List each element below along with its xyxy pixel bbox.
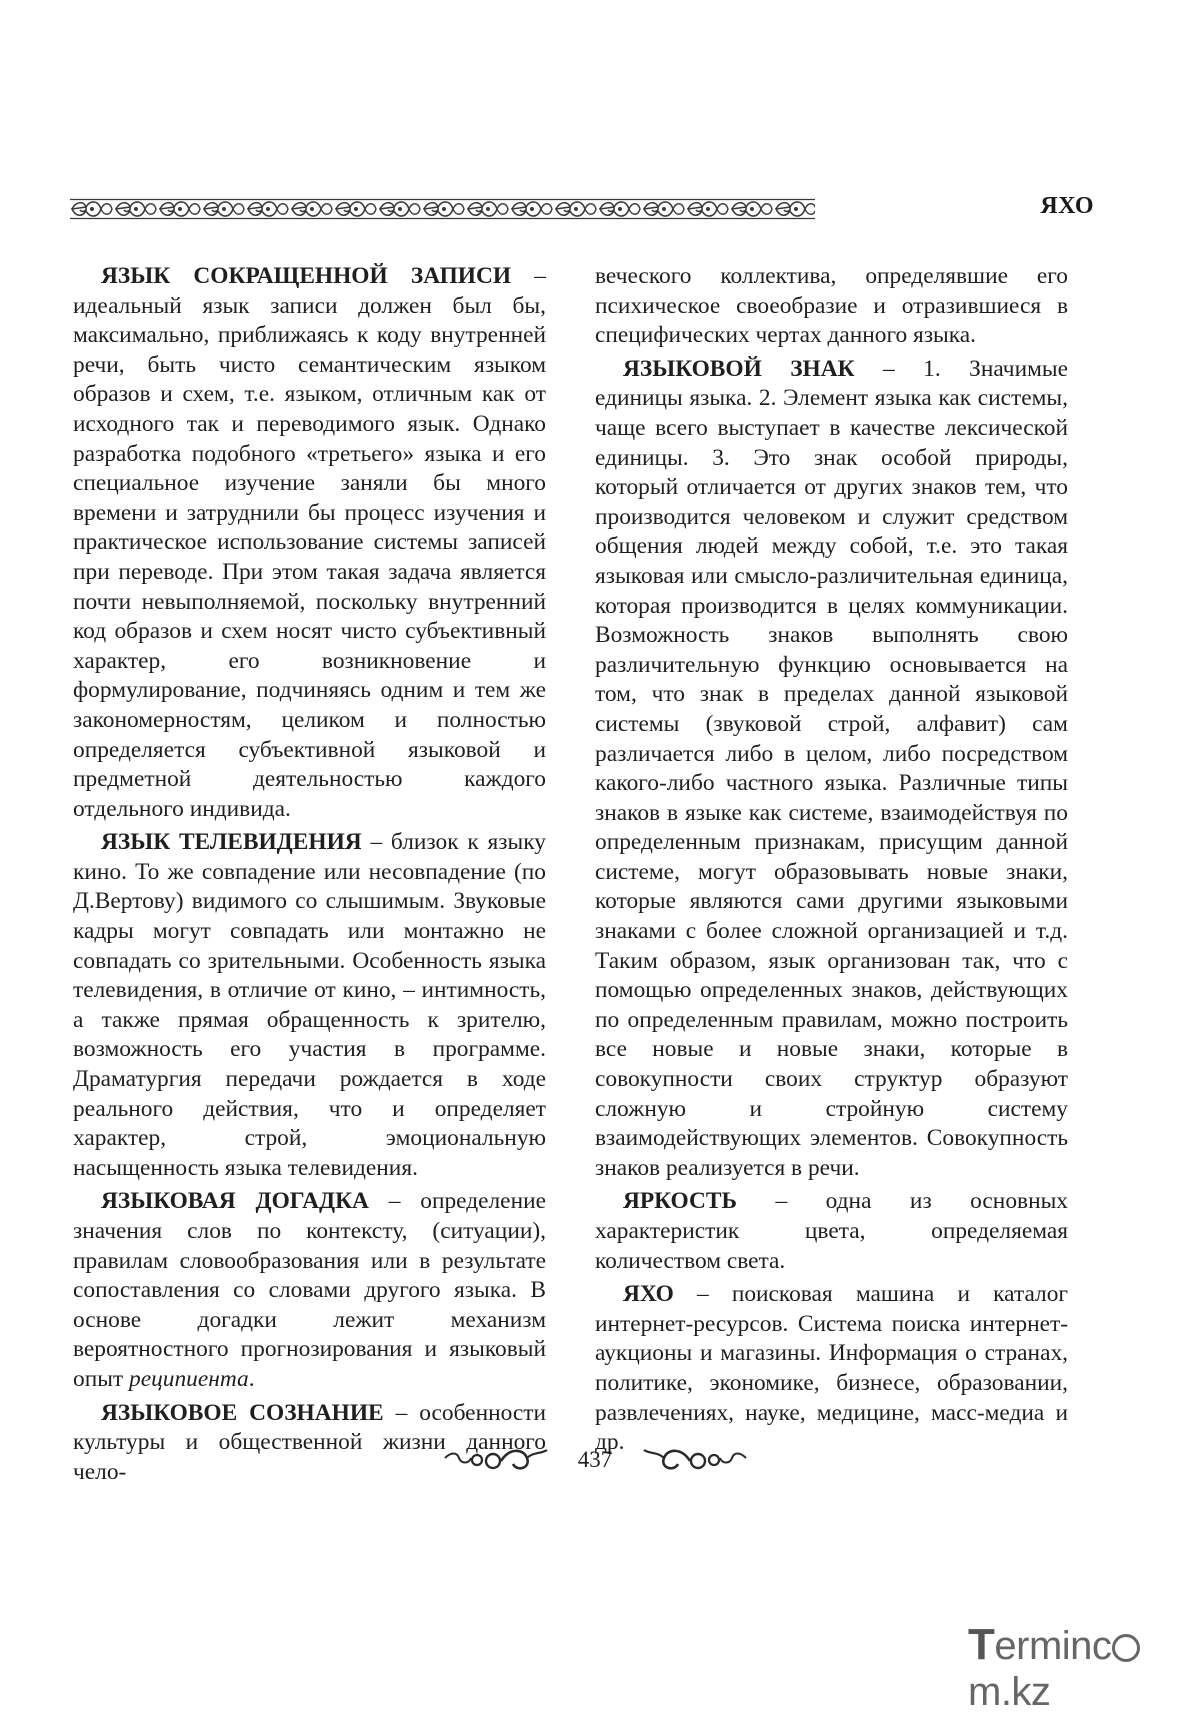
- entry-definition-end: .: [248, 1365, 255, 1392]
- entry-definition: – 1. Значимые единицы языка. 2. Элемент языка как системы, чаще всего выступает в качестве лексической единицы. 3. Это знак особой природы, который отличается от других знаков тем, что производится человеком и служит средством общения людей между собой, т.е. это такая языковая или смысло-различительная единица, которая производится в целях коммуникации. Возможность знаков выполнять свою различительную функцию основывается на том, что знак в пределах данной языковой системы (звуковой строй, алфавит) сам различается либо в целом, либо посредством какого-либо частного языка. Различные типы знаков в языке как системе, взаимодействуя по определенным признакам, присущим данной системе, могут образовывать новые знаки, которые являются сами другими языковыми знаками с более сложной организацией и т.д. Таким образом, язык организован так, что с помощью определенных знаков, действующих по определенным правилам, можно построить все новые и новые знаки, которые в совокупности своих структур образуют сложную и стройную систему взаимодействующих элементов. Совокупность знаков реализуется в речи.: [595, 355, 1068, 1181]
- ornament-motif: [644, 202, 684, 216]
- entry-term: ЯЗЫКОВОЙ ЗНАК: [623, 355, 855, 382]
- dictionary-entry: [73, 828, 546, 1183]
- ornament-motif: [380, 202, 420, 216]
- termincom-watermark: [968, 1620, 1191, 1715]
- ornament-motif: [204, 202, 244, 216]
- ornament-motif: [116, 202, 156, 216]
- ornament-motif: [468, 202, 508, 216]
- page-number: 437: [577, 1447, 613, 1472]
- dictionary-entry: [73, 262, 546, 824]
- entry-term: ЯРКОСТЬ: [623, 1188, 737, 1215]
- page-header: [70, 193, 1098, 220]
- entry-continuation: веческого коллектива, определявшие его психическое своеобразие и отразившиеся в специфических чертах данного языка.: [595, 263, 1068, 349]
- entry-term: ЯХО: [623, 1281, 674, 1308]
- ornament-motif: [732, 202, 772, 216]
- dictionary-entry: [595, 1280, 1068, 1458]
- watermark-part1: erminc: [994, 1624, 1112, 1668]
- flourish-right-icon: [628, 1444, 748, 1478]
- entry-definition: – определение значения слов по контексту, (ситуации), правилам словообразования или в результате сопоставления со словами другого языка. В основе догадки лежит механизм вероятностного прогнозирования и языковый опыт: [73, 1188, 546, 1392]
- ornament-motif: [424, 202, 464, 216]
- ornament-motif: [556, 202, 596, 216]
- watermark-o-icon: [1112, 1634, 1140, 1662]
- dictionary-entry: [595, 355, 1068, 1184]
- entry-term: ЯЗЫК СОКРАЩЕННОЙ ЗАПИСИ: [101, 263, 512, 289]
- entry-term: ЯЗЫК ТЕЛЕВИДЕНИЯ: [101, 829, 362, 856]
- entry-definition: – идеальный язык записи должен был бы, максимально, приближаясь к коду внутренней речи, быть чисто семантическим языком образов и схем, т.е. языком, отличным как от исходного так и переводимого язык. Однако разработка подобного «третьего» языка и его специальное изучение заняли бы много времени и затруднили бы процесс изучения и практическое использование системы записей при переводе. При этом такая задача является почти невыполняемой, поскольку внутренний код образов и схем носят чисто субъективный характер, его возникновение и формулирование, подчиняясь одним и тем же закономерностям, целиком и полностью определяется субъективной языковой и предметной деятельностью каждого отдельного индивида.: [73, 263, 546, 822]
- dictionary-entry: [595, 1187, 1068, 1276]
- flourish-left-icon: [443, 1444, 563, 1478]
- ornament-motif: [776, 202, 815, 216]
- ornament-motif: [72, 202, 112, 216]
- ornament-motif: [600, 202, 640, 216]
- running-head: ЯХО: [1040, 193, 1094, 219]
- entry-definition: – особенности культуры и общественной жизни данного чело-: [73, 1399, 547, 1485]
- ornament-motif: [512, 202, 552, 216]
- entry-term: ЯЗЫКОВАЯ ДОГАДКА: [101, 1188, 369, 1215]
- entry-term: ЯЗЫКОВОЕ СОЗНАНИЕ: [101, 1399, 384, 1426]
- ornament-motif: [248, 202, 288, 216]
- dictionary-entry: [73, 1187, 546, 1394]
- entry-definition: – одна из основных характеристик цвета, определяемая количеством света.: [595, 1188, 1068, 1274]
- ornament-motif: [160, 202, 200, 216]
- entry-definition: – поисковая машина и каталог интернет-ресурсов. Система поиска интернет-аукционы и магазины. Информация о странах, политике, экономике, бизнесе, образовании, развлечениях, науке, медицине, масс-медиа и др.: [595, 1281, 1068, 1456]
- ornament-motif: [292, 202, 332, 216]
- page-footer: [0, 1444, 1191, 1480]
- left-column: [73, 262, 546, 1491]
- entry-definition: – близок к языку кино. То же совпадение или несовпадение (по Д.Вертову) видимого со слышимым. Звуковые кадры могут совпадать или монтажно не совпадать со зрительными. Особенность языка телевидения, в отличие от кино, – интимность, а также прямая обращенность к зрителю, возможность его участия в программе. Драматургия передачи рождается в ходе реального действия, что и определяет характер, строй, эмоциональную насыщенность языка телевидения.: [73, 829, 546, 1181]
- kazakh-ornament-icon: [70, 198, 815, 220]
- right-column: [595, 262, 1068, 1462]
- ornament-motif: [688, 202, 728, 216]
- watermark-part2: m.kz: [968, 1670, 1051, 1714]
- entry-italic-term: реципиента: [129, 1365, 249, 1392]
- ornament-motif: [336, 202, 376, 216]
- watermark-t: T: [968, 1620, 995, 1669]
